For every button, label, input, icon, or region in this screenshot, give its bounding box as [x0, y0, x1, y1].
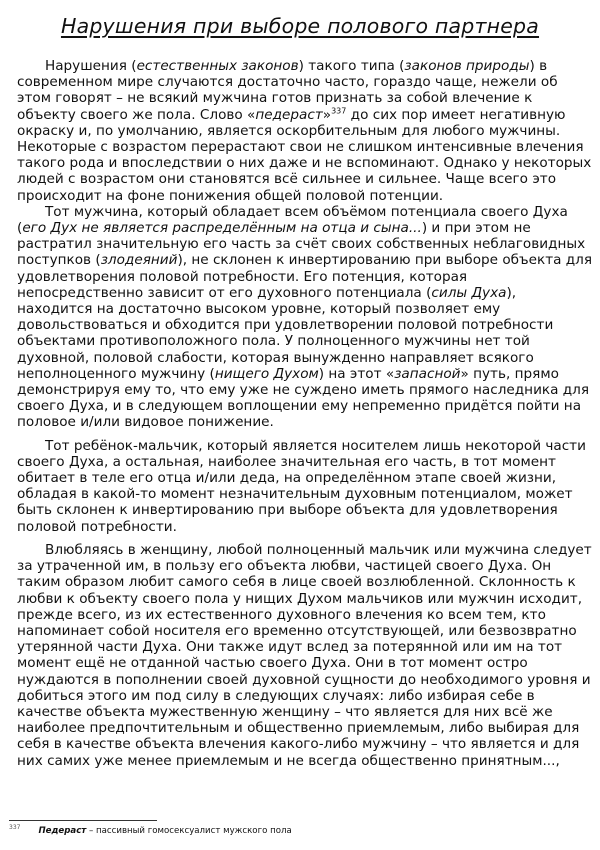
text-run: Тот мужчина, который обладает всем объёмом потенциала своего Духа (: [17, 203, 568, 237]
footnote-ref[interactable]: 337: [331, 106, 347, 116]
italic-run: законов природы: [404, 58, 530, 74]
italic-run: запасной: [394, 365, 461, 382]
paragraph-4: Влюбляясь в женщину, любой полноценный мальчик или мужчина следует за утраченной им, в пользу его объекта любви, частицей своего Духа. Он таким образом любит самого себя в лице своей возлюбленной. Склонность к любви к объекту своего пола у нищих Духом мальчиков или мужчин исходит, прежде всего, из их естественного духовного влечения ко всем тем, кто напоминает собой носителя его временно отсутствующей, или безвозвратно утерянной части Духа. Они также идут вслед за потерянной или им на тот момент ещё не отданной частью своего Духа. Они в тот момент остро нуждаются в пополнении своей духовной сущности до необходимого уровня и добиться этого им под силу в следующих случаях: либо избирая себе в качестве объекта мужественную женщину – что является для них всё же наиболее предпочтительным и общественно приемлемым, либо выбирая для себя в качестве объекта влечения какого-либо мужчину – что является и для них самих уже менее приемлемым и не всегда общественно принятным...,: [17, 541, 592, 769]
page-title: Нарушения при выборе полового партнера: [60, 14, 540, 38]
italic-run: злодеяний: [100, 252, 178, 269]
text-run: ) и при этом не растратил значительную его часть за счёт своих собственных неблаговидных поступков (: [17, 220, 586, 269]
footnote-divider: [9, 820, 157, 821]
footnote-area: [9, 820, 589, 837]
footnote-number: 337: [9, 824, 21, 831]
body-text: [17, 58, 595, 769]
italic-run: естественных законов: [136, 58, 299, 74]
text-run: ), находится на достаточно высоком уровне, который позволяет ему довольствоваться и обходится при удовлетворении половой потребности объектами противоположного пола. У полноценного мужчины нет той духовной, половой слабости, которая вынужденно направляет всякого неполноценного мужчину (: [17, 284, 554, 382]
text-run: »: [322, 106, 332, 123]
text-run: ) на этот «: [318, 365, 395, 382]
paragraph-2: [17, 204, 595, 431]
paragraph-3: Тот ребёнок-мальчик, который является носителем лишь некоторой части своего Духа, а остальная, наиболее значительная его часть, в тот момент обитает в теле его отца и/или деда, на определённом этапе своей жизни, обладая в какой-то момент незначительным духовным потенциалом, может быть склонен к инвертированию при выборе объекта для удовлетворения половой потребности.: [17, 437, 586, 535]
footnote-term: Педераст: [38, 825, 87, 836]
italic-run: его Дух не является распределённым на отца и сына...: [22, 220, 422, 237]
text-run: ), не склонен к инвертированию при выборе объекта для удовлетворения половой потребности. Его потенция, которая непосредственно зависит от его духовного потенциала (: [17, 252, 593, 301]
text-run: до сих пор имеет негативную окраску и, по умолчанию, является оскорбительным для любого мужчины. Некоторые с возрастом перерастают свои не слишком интенсивные влечения такого рода и впоследствии о них даже и не вспоминают. Однако у некоторых людей с возрастом они становятся всё сильнее и сильнее. Чаще всего это происходит на фоне понижения общей половой потенции.: [17, 106, 592, 204]
text-run: ) в современном мире случаются достаточно часто, гораздо чаще, нежели об этом говорят – не всякий мужчина готов признать за собой влечение к объекту своего же пола. Слово «: [17, 58, 558, 123]
footnote: [9, 822, 589, 837]
paragraph-1: [17, 58, 595, 204]
text-run: Нарушения (: [45, 58, 137, 74]
text-run: ) такого типа (: [298, 58, 405, 74]
footnote-text: – пассивный гомосексуалист мужского пола: [86, 825, 292, 836]
italic-run: силы Духа: [431, 284, 507, 301]
italic-run: педераст: [255, 106, 323, 123]
text-run: » путь, прямо демонстрируя ему то, что ему уже не суждено иметь прямого наследника для своего Духа, и в следующем воплощении ему непременно придётся пойти на половое и/или видовое понижение.: [17, 365, 590, 431]
italic-run: нищего Духом: [214, 365, 319, 382]
